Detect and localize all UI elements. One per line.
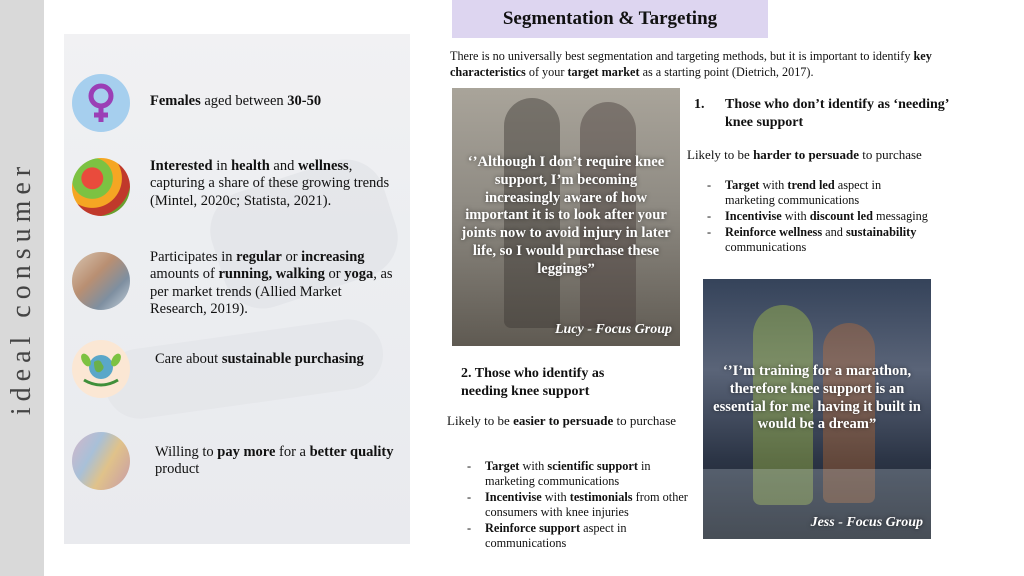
segment1-sub: Likely to be harder to persuade to purchase: [687, 147, 922, 162]
side-label: ideal consumer: [6, 160, 37, 416]
list-item: - Reinforce support aspect in communications: [463, 521, 695, 551]
quote-lucy: ‘’Although I don’t require knee support, I’m becoming increasingly aware of how important it is to look after your joints now to avoid injury in later life, so I would purchase these leggings”: [461, 154, 671, 277]
trait-text: Interested in health and wellness, capturing a share of these growing trends (Mintel, 2020c; Statista, 2021).: [150, 158, 390, 209]
quote-jess: ‘’I’m training for a marathon, therefore knee support is an essential for me, having it built in would be a dream”: [713, 363, 921, 433]
caption-lucy: Lucy - Focus Group: [554, 322, 672, 337]
trait-text: Willing to pay more for a better quality product: [155, 444, 394, 478]
caption-jess: Jess - Focus Group: [810, 515, 923, 530]
segment2-heading: 2. Those who identify as needing knee support: [461, 366, 605, 399]
female-symbol-icon: [72, 74, 130, 132]
list-item: - Incentivise with discount led messaging: [703, 209, 933, 224]
trait-text: Females aged between 30-50: [150, 93, 322, 109]
eco-globe-icon: [72, 340, 130, 398]
photo-quote-jess: [703, 279, 931, 539]
segment1-number: 1.: [694, 97, 705, 112]
page-title: Segmentation & Targeting: [452, 0, 768, 38]
photo-quote-lucy: [452, 88, 680, 346]
side-band: [0, 0, 44, 576]
list-item: - Target with scientific support in marketing communications: [463, 459, 695, 489]
list-item: - Target with trend led aspect in marketing communications: [703, 178, 933, 208]
trait-text: Participates in regular or increasing amounts of running, walking or yoga, as per market trends (Allied Market Research, 2019).: [150, 249, 393, 318]
consumer-panel: [64, 34, 410, 544]
banknotes-icon: [72, 432, 130, 490]
runner-legs-icon: [72, 252, 130, 310]
segment1-heading: Those who don’t identify as ‘needing’ knee support: [725, 97, 949, 130]
panel-backdrop-shape: [100, 315, 387, 423]
list-item: - Incentivise with testimonials from other consumers with knee injuries: [463, 490, 695, 520]
list-item: - Reinforce wellness and sustainability communications: [703, 225, 933, 255]
segment1-bullets: [703, 178, 933, 256]
trait-text: Care about sustainable purchasing: [155, 351, 364, 367]
intro-text: There is no universally best segmentation and targeting methods, but it is important to identify key characteristics of your target market as a starting point (Dietrich, 2017).: [450, 49, 932, 79]
segment2-bullets: [463, 459, 695, 552]
fruit-vegetables-icon: [72, 158, 130, 216]
segment2-sub: Likely to be easier to persuade to purchase: [447, 413, 677, 428]
